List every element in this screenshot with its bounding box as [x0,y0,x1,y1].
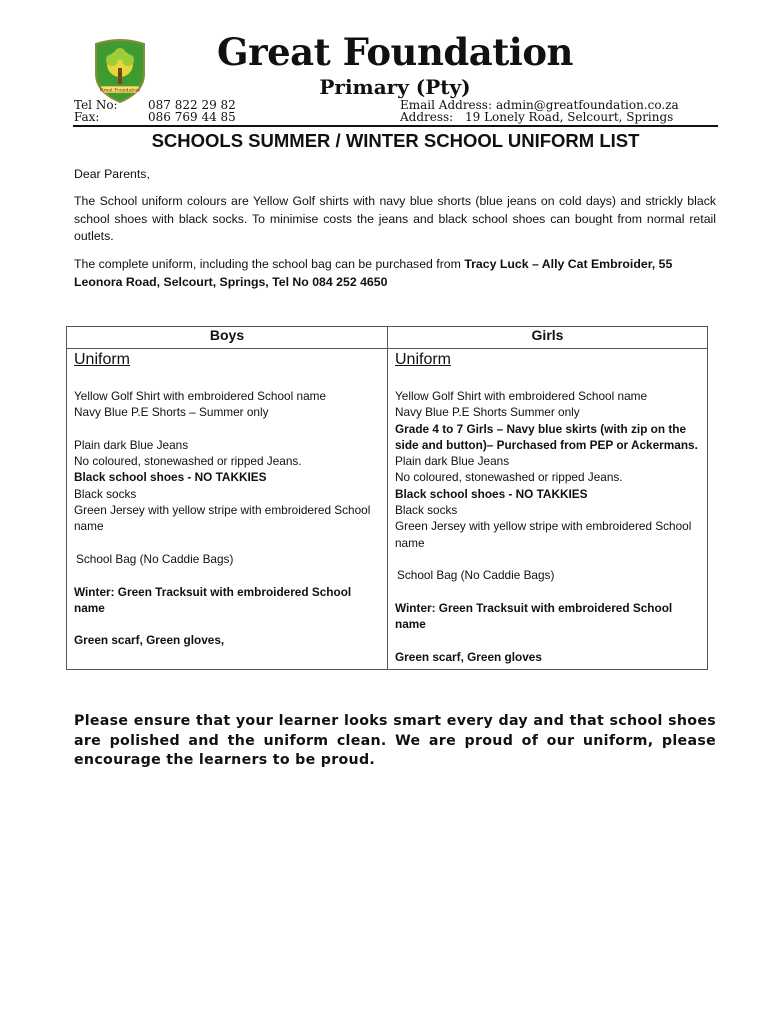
supplier-details: Tracy Luck – Ally Cat Embroider, 55 Leonora Road, Selcourt, Springs, Tel No 084 252 4650 [74,257,673,289]
girls-item: Yellow Golf Shirt with embroidered School name [395,389,648,403]
girls-item: Navy Blue P.E Shorts Summer only [395,405,580,420]
boys-item: Yellow Golf Shirt with embroidered School name [74,389,327,403]
uniform-table [66,326,708,670]
boys-item: Green scarf, Green gloves, [74,633,225,648]
boys-item: Navy Blue P.E Shorts – Summer only [74,405,269,420]
school-logo [92,38,148,104]
girls-item: School Bag (No Caddie Bags) [397,568,555,583]
address-line [400,111,673,124]
girls-item: Green scarf, Green gloves [395,649,542,664]
logo-banner-text: Great Foundation [99,88,141,94]
girls-uniform-heading: Uniform [395,351,452,368]
table-header-row [67,327,708,349]
greeting: Dear Parents, [74,167,150,181]
boys-header: Boys [67,327,388,349]
boys-item: Winter: Green Tracksuit with embroidered School name [74,584,352,615]
address-label: Address: [400,110,454,124]
closing-note: Please ensure that your learner looks smart every day and that school shoes are polished and the uniform clean. We are proud of our uniform, please encourage the learners to be proud. [74,713,716,768]
email-label: Email Address: [400,98,493,112]
girls-item: Green Jersey with yellow stripe with embroidered School name [395,519,692,550]
school-name: Great Foundation [217,30,573,74]
boys-uniform-heading: Uniform [74,351,131,368]
boys-item: Black socks [74,486,137,501]
header-divider [73,125,718,127]
girls-item: Winter: Green Tracksuit with embroidered School name [395,600,673,632]
girls-item: Black socks [395,503,458,518]
fax-line [74,111,236,124]
supplier-paragraph [74,256,716,291]
address-value: 19 Lonely Road, Selcourt, Springs [465,110,674,124]
boys-column [67,349,388,670]
girls-column [388,349,708,670]
document-title: SCHOOLS SUMMER / WINTER SCHOOL UNIFORM LIST [151,130,640,151]
tel-label: Tel No: [74,98,118,112]
table-body-row [67,349,708,670]
girls-item: Plain dark Blue Jeans [395,454,510,469]
boys-item: Green Jersey with yellow stripe with embroidered School name [74,503,371,534]
email-value[interactable]: admin@greatfoundation.co.za [496,98,679,112]
boys-item: Black school shoes - NO TAKKIES [74,470,267,485]
boys-item: School Bag (No Caddie Bags) [76,551,234,566]
girls-item: Black school shoes - NO TAKKIES [395,486,588,501]
fax-label: Fax: [74,110,100,124]
girls-item: Grade 4 to 7 Girls – Navy blue skirts (with zip on the side and button)– Purchased from PEP or Ackermans. [395,421,698,452]
tel-value: 087 822 29 82 [148,98,236,112]
boys-item: Plain dark Blue Jeans [74,437,189,452]
fax-value: 086 769 44 85 [148,110,236,124]
supplier-lead: The complete uniform, including the school bag can be purchased from [74,257,465,271]
girls-item: No coloured, stonewashed or ripped Jeans. [395,470,623,485]
school-subtitle: Primary (Pty) [319,75,471,99]
girls-header: Girls [388,327,708,349]
boys-item: No coloured, stonewashed or ripped Jeans. [74,454,302,469]
intro-paragraph: The School uniform colours are Yellow Golf shirts with navy blue shorts (blue jeans on cold days) and strickly black school shoes with black socks. To minimise costs the jeans and black school shoes can bought from normal retail outlets. [74,194,716,243]
